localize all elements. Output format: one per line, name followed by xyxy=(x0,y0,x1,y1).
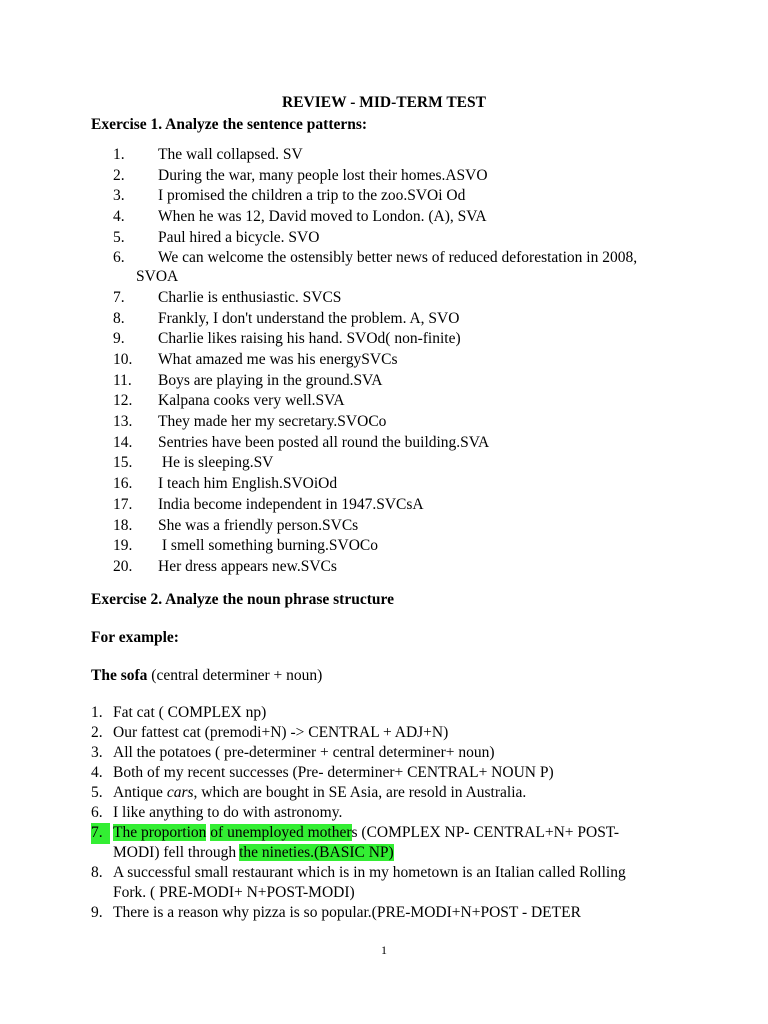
example-bold: The sofa xyxy=(91,667,148,684)
example-rest: (central determiner + noun) xyxy=(147,667,323,684)
item-text: The wall collapsed. SV xyxy=(158,146,303,163)
item-text: I smell something burning.SVOCo xyxy=(158,537,379,555)
highlight-1: The proportion xyxy=(113,824,207,841)
item-number: 13. xyxy=(113,413,133,431)
item-number: 8. xyxy=(113,309,125,327)
list-item-highlighted xyxy=(91,823,691,863)
exercise2-list xyxy=(91,703,691,923)
item-text: When he was 12, David moved to London. (A), SVA xyxy=(158,208,487,226)
list-item xyxy=(113,453,673,474)
list-item xyxy=(113,288,673,309)
example-line xyxy=(91,666,322,686)
item-number: 15. xyxy=(113,454,133,472)
item-number: 12. xyxy=(113,392,133,410)
list-item xyxy=(91,863,691,903)
list-item xyxy=(113,371,673,392)
item-number: 2. xyxy=(113,166,125,184)
list-item xyxy=(113,350,673,371)
list-item xyxy=(91,743,691,763)
item-number: 18. xyxy=(113,516,133,534)
list-item xyxy=(113,228,673,249)
list-item xyxy=(91,903,691,923)
list-item xyxy=(113,391,673,412)
item-text: He is sleeping.SV xyxy=(158,454,274,472)
item-text-part: s (COMPLEX NP- CENTRAL+N+ POST- xyxy=(351,824,620,841)
item-number: 4. xyxy=(113,208,125,226)
item-text: I teach him English.SVOiOd xyxy=(158,475,338,493)
item-text: What amazed me was his energySVCs xyxy=(158,351,398,368)
list-item xyxy=(113,309,673,330)
item-number: 10. xyxy=(113,351,133,368)
list-item xyxy=(113,145,673,166)
exercise1-heading: Exercise 1. Analyze the sentence patterns: xyxy=(91,116,368,133)
item-text: During the war, many people lost their homes.ASVO xyxy=(158,166,488,184)
item-text: Fat cat ( COMPLEX np) xyxy=(113,704,267,721)
item-text: Charlie likes raising his hand. SVOd( non-finite) xyxy=(158,330,461,348)
item-text: All the potatoes ( pre-determiner + central determiner+ noun) xyxy=(113,744,495,761)
exercise1-list xyxy=(113,145,673,578)
item-number: 2. xyxy=(91,724,103,741)
item-number: 20. xyxy=(113,557,133,575)
list-item xyxy=(113,412,673,433)
list-item xyxy=(113,207,673,228)
item-text-part: Antique xyxy=(113,784,167,801)
item-number: 9. xyxy=(113,330,125,348)
item-number: 6. xyxy=(113,249,125,267)
item-text-continued xyxy=(113,843,394,864)
item-number: 14. xyxy=(113,433,133,451)
page-number: 1 xyxy=(381,943,387,957)
list-item xyxy=(113,495,673,516)
item-number: 1. xyxy=(91,704,103,721)
list-item xyxy=(91,763,691,783)
item-text: I promised the children a trip to the zoo.SVOi Od xyxy=(158,187,466,205)
item-text: They made her my secretary.SVOCo xyxy=(158,413,387,431)
item-number: 16. xyxy=(113,475,133,493)
for-example-label: For example: xyxy=(91,629,179,646)
exercise2-heading: Exercise 2. Analyze the noun phrase structure xyxy=(91,591,394,608)
item-text: Charlie is enthusiastic. SVCS xyxy=(158,288,342,306)
item-number: 7. xyxy=(113,288,125,306)
list-item xyxy=(91,783,691,803)
item-number: 9. xyxy=(91,904,103,921)
item-text: I like anything to do with astronomy. xyxy=(113,804,343,821)
list-item xyxy=(113,166,673,187)
list-item xyxy=(113,557,673,578)
page-title: REVIEW - MID-TERM TEST xyxy=(282,94,486,111)
item-text: India become independent in 1947.SVCsA xyxy=(158,495,424,513)
item-number: 5. xyxy=(113,228,125,246)
item-text: Kalpana cooks very well.SVA xyxy=(158,392,345,410)
item-text-italic: cars xyxy=(166,784,194,801)
item-text: Paul hired a bicycle. SVO xyxy=(158,228,320,246)
item-text: Boys are playing in the ground.SVA xyxy=(158,371,383,389)
list-item xyxy=(113,248,673,288)
list-item xyxy=(113,516,673,537)
item-text-part: MODI) fell through xyxy=(113,844,237,861)
item-text-part: , which are bought in SE Asia, are resold in Australia. xyxy=(193,784,527,801)
item-text xyxy=(113,823,619,844)
list-item xyxy=(91,803,691,823)
item-text: A successful small restaurant which is in my hometown is an Italian called Rolling xyxy=(113,864,626,881)
item-text-continued: Fork. ( PRE-MODI+ N+POST-MODI) xyxy=(113,884,355,901)
item-text: There is a reason why pizza is so popular.(PRE-MODI+N+POST - DETER xyxy=(113,904,581,921)
item-text: Her dress appears new.SVCs xyxy=(158,557,337,575)
item-number: 17. xyxy=(113,495,133,513)
item-text: We can welcome the ostensibly better news of reduced deforestation in 2008, xyxy=(158,249,638,267)
item-text: Sentries have been posted all round the building.SVA xyxy=(158,433,490,451)
list-item xyxy=(113,536,673,557)
item-number: 19. xyxy=(113,537,133,555)
item-number: 4. xyxy=(91,764,103,781)
item-text: Our fattest cat (premodi+N) -> CENTRAL + ADJ+N) xyxy=(113,724,449,741)
item-number: 1. xyxy=(113,146,125,163)
item-number: 8. xyxy=(91,864,103,881)
item-text: Frankly, I don't understand the problem. A, SVO xyxy=(158,309,460,327)
list-item xyxy=(113,186,673,207)
list-item xyxy=(113,433,673,454)
item-number: 3. xyxy=(113,187,125,205)
highlight-3: the nineties.(BASIC NP) xyxy=(239,844,394,861)
item-text xyxy=(113,783,526,804)
item-number: 5. xyxy=(91,784,103,801)
item-number: 6. xyxy=(91,804,103,821)
item-text: Both of my recent successes (Pre- determiner+ CENTRAL+ NOUN P) xyxy=(113,764,554,781)
item-number: 3. xyxy=(91,744,103,761)
highlight-2: of unemployed mother xyxy=(210,824,352,841)
list-item xyxy=(91,723,691,743)
list-item xyxy=(91,703,691,723)
list-item xyxy=(113,329,673,350)
item-number: 7. xyxy=(91,823,110,844)
item-number: 11. xyxy=(113,371,132,389)
list-item xyxy=(113,474,673,495)
item-text-continued: SVOA xyxy=(136,268,179,286)
item-text: She was a friendly person.SVCs xyxy=(158,516,359,534)
